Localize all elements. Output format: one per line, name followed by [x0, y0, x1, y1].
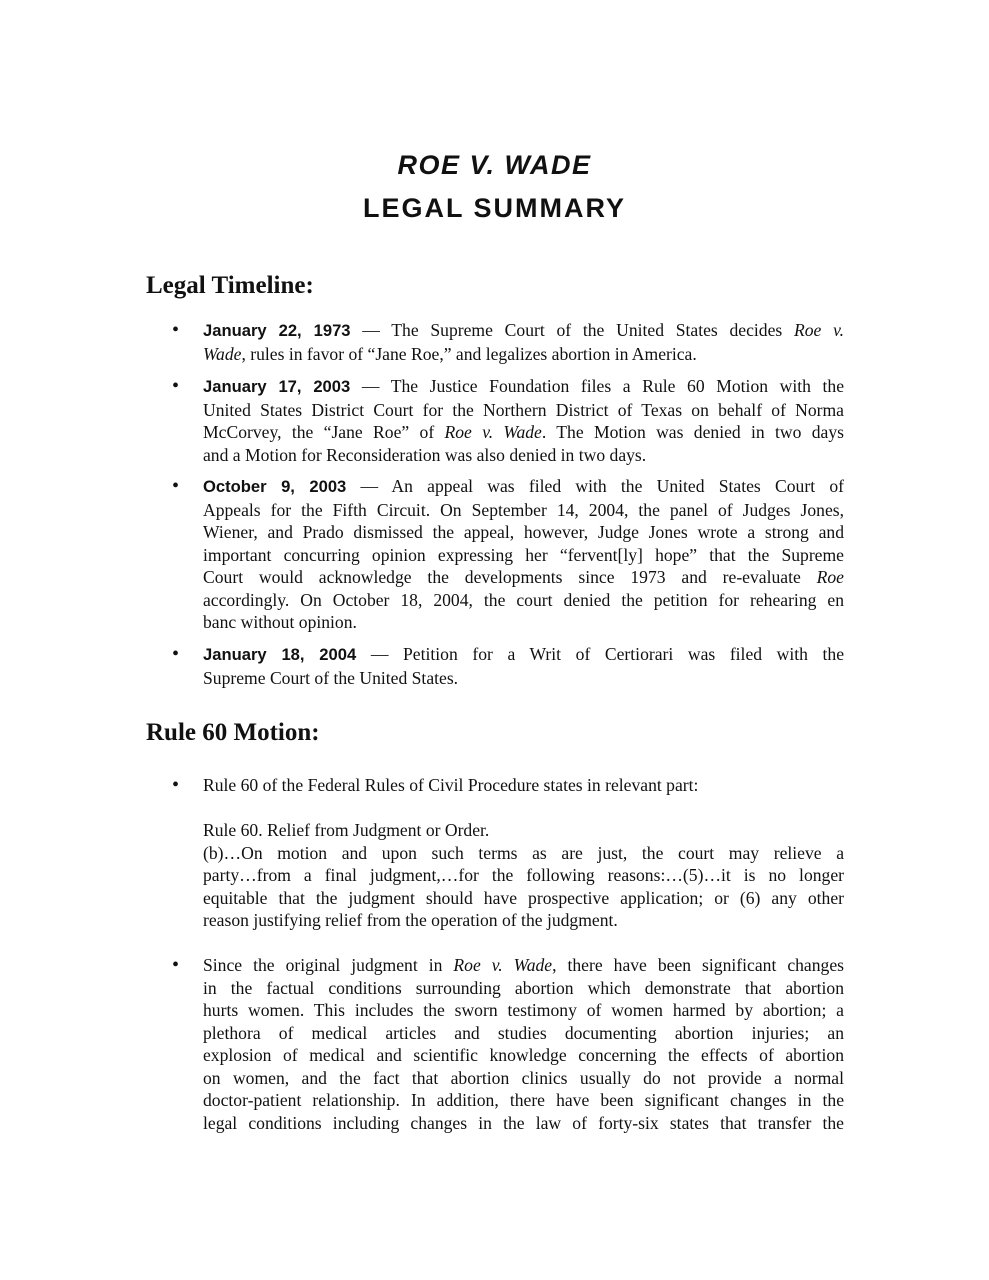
text-line [203, 375, 844, 399]
timeline-item-text [203, 319, 844, 365]
case-name: Roe [816, 567, 844, 587]
timeline-date: January 18, 2004 [203, 645, 357, 664]
text-line [203, 343, 844, 366]
document-subtitle: LEGAL SUMMARY [362, 193, 626, 223]
text-segment: An appeal was filed with the United States Court of [391, 476, 844, 496]
dash: — [350, 320, 392, 340]
timeline-date: October 9, 2003 [203, 477, 347, 496]
text-segment: . The Motion was denied in two days [541, 422, 844, 442]
text-line: on women, and the fact that abortion clinics usually do not provide a normal [203, 1067, 844, 1088]
text-segment: Petition for a Writ of Certiorari was filed with the [403, 644, 845, 664]
text-line: United States District Court for the Northern District of Texas on behalf of Norma [203, 399, 844, 420]
bullet-icon: • [172, 774, 180, 796]
text-line: in the factual conditions surrounding abortion which demonstrate that abortion [203, 977, 844, 998]
text-line: party…from a final judgment,…for the following reasons:…(5)…it is no longer [203, 865, 844, 885]
rule-60-changes [203, 954, 844, 1134]
text-line: Appeals for the Fifth Circuit. On September 14, 2004, the panel of Judges Jones, [203, 499, 844, 520]
dash: — [346, 476, 392, 496]
bullet-icon: • [172, 475, 180, 497]
bullet-icon: • [172, 319, 180, 341]
rule-60-quote [203, 819, 844, 932]
dash: — [350, 376, 391, 396]
text-segment: , rules in favor of “Jane Roe,” and legalizes abortion in America. [241, 343, 697, 364]
dash: — [356, 644, 404, 664]
text-line: plethora of medical articles and studies documenting abortion injuries; an [203, 1022, 844, 1043]
text-line: (b)…On motion and upon such terms as are just, the court may relieve a [203, 842, 844, 863]
text-segment: The Supreme Court of the United States decides [391, 320, 794, 340]
text-line [203, 319, 844, 343]
bullet-icon: • [172, 643, 180, 665]
case-name: Roe v. Wade [444, 422, 542, 442]
text-line: important concurring opinion expressing her “fervent[ly] hope” that the Supreme [203, 544, 844, 565]
rule-60-heading: Rule 60 Motion: [146, 719, 320, 746]
text-line: banc without opinion. [203, 612, 357, 632]
text-line: doctor-patient relationship. In addition, there have been significant changes in the [203, 1090, 844, 1110]
text-line: explosion of medical and scientific knowledge concerning the effects of abortion [203, 1045, 844, 1065]
case-name: Roe v. Wade [453, 955, 553, 975]
text-line [203, 566, 844, 589]
text-line: accordingly. On October 18, 2004, the court denied the petition for rehearing en [203, 589, 844, 610]
text-line [203, 421, 844, 444]
text-segment: The Justice Foundation files a Rule 60 Motion with the [390, 376, 844, 396]
text-line [203, 475, 844, 499]
text-segment: McCorvey, the “Jane Roe” of [203, 422, 445, 442]
case-name: Roe v. [794, 320, 844, 340]
timeline-date: January 17, 2003 [203, 377, 351, 396]
text-segment: Since the original judgment in [203, 955, 454, 975]
timeline-item-text [203, 475, 844, 634]
bullet-icon: • [172, 954, 180, 976]
legal-timeline-heading: Legal Timeline: [146, 272, 314, 299]
text-line: reason justifying relief from the operation of the judgment. [203, 910, 618, 930]
text-segment: , there have been significant changes [552, 955, 844, 975]
text-line: Rule 60. Relief from Judgment or Order. [203, 820, 490, 840]
text-line: equitable that the judgment should have prospective application; or (6) any other [203, 887, 844, 908]
document-title: ROE V. WADE [397, 150, 592, 180]
text-line [203, 954, 844, 977]
text-line: Rule 60 of the Federal Rules of Civil Procedure states in relevant part: [203, 775, 699, 795]
text-line: and a Motion for Reconsideration was also denied in two days. [203, 444, 647, 465]
text-line: legal conditions including changes in the law of forty-six states that transfer the [203, 1112, 844, 1133]
text-line: hurts women. This includes the sworn testimony of women harmed by abortion; a [203, 1000, 844, 1020]
rule-60-intro [203, 774, 844, 797]
text-segment: Court would acknowledge the developments since 1973 and re-evaluate [203, 567, 817, 587]
case-name: Wade [203, 343, 242, 364]
timeline-date: January 22, 1973 [203, 321, 351, 340]
text-line [203, 643, 844, 667]
bullet-icon: • [172, 375, 180, 397]
timeline-item-text [203, 375, 844, 466]
timeline-item-text [203, 643, 844, 689]
text-line: Wiener, and Prado dismissed the appeal, however, Judge Jones wrote a strong and [203, 522, 844, 542]
text-line: Supreme Court of the United States. [203, 667, 459, 688]
